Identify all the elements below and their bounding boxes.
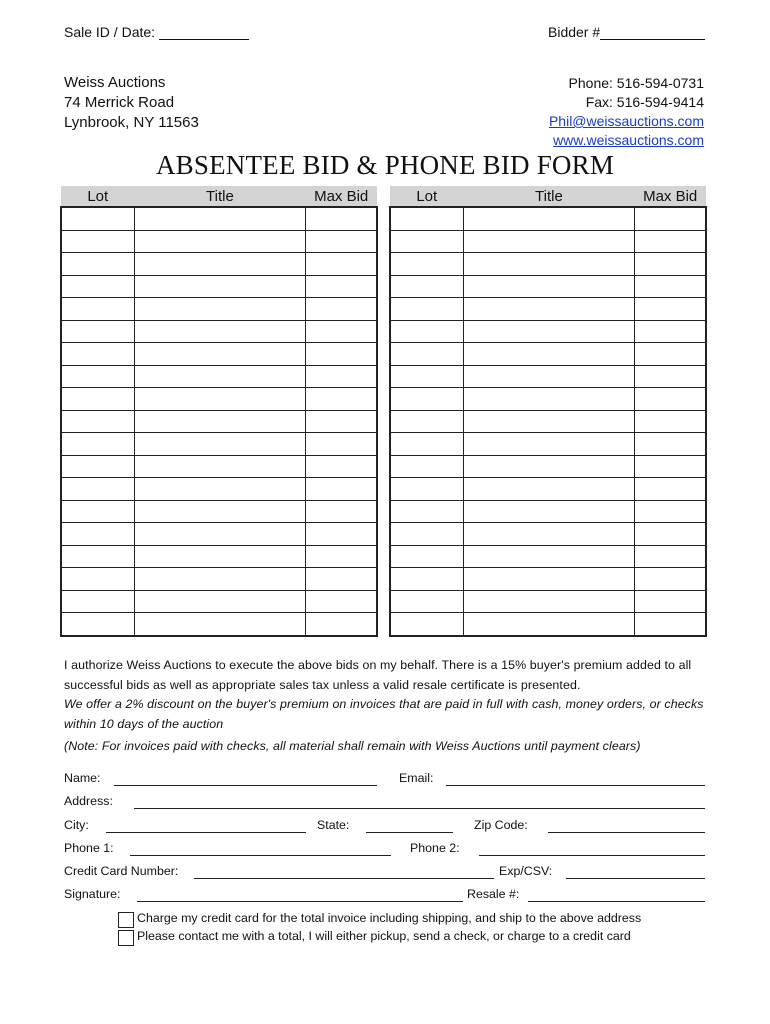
title-cell[interactable] [135, 365, 306, 388]
title-cell[interactable] [135, 568, 306, 591]
max-bid-cell[interactable] [305, 455, 377, 478]
exp-csv-field[interactable] [566, 878, 705, 879]
lot-cell[interactable] [61, 455, 135, 478]
lot-cell[interactable] [61, 365, 135, 388]
bid-row [61, 253, 377, 276]
bid-row [390, 568, 706, 591]
title-header: Title [464, 186, 635, 207]
signature-label: Signature: [64, 887, 121, 901]
title-cell[interactable] [464, 365, 635, 388]
bid-row [61, 455, 377, 478]
bid-row [390, 207, 706, 230]
email-field[interactable] [446, 785, 705, 786]
bid-row [390, 365, 706, 388]
title-cell[interactable] [464, 388, 635, 411]
bid-row [390, 455, 706, 478]
company-phone: Phone: 516-594-0731 [568, 75, 704, 91]
lot-cell[interactable] [61, 590, 135, 613]
max-bid-cell[interactable] [634, 298, 706, 321]
lot-cell[interactable] [390, 207, 464, 230]
title-cell[interactable] [135, 388, 306, 411]
max-bid-cell[interactable] [305, 523, 377, 546]
company-website-link[interactable]: www.weissauctions.com [553, 132, 704, 148]
bid-row [61, 568, 377, 591]
max-bid-cell[interactable] [305, 410, 377, 433]
charge-card-checkbox[interactable] [118, 912, 134, 928]
bid-row [61, 433, 377, 456]
max-bid-cell[interactable] [634, 478, 706, 501]
resale-label: Resale #: [467, 887, 520, 901]
max-bid-cell[interactable] [634, 568, 706, 591]
max-bid-cell[interactable] [634, 320, 706, 343]
max-bid-cell[interactable] [305, 433, 377, 456]
max-bid-cell[interactable] [634, 433, 706, 456]
bidder-number: Bidder # [548, 24, 705, 40]
zip-field[interactable] [548, 832, 705, 833]
bid-row [61, 207, 377, 230]
contact-me-text: Please contact me with a total, I will either pickup, send a check, or charge to a credit card [137, 929, 631, 943]
lot-cell[interactable] [61, 388, 135, 411]
max-bid-cell[interactable] [634, 613, 706, 636]
max-bid-cell[interactable] [634, 500, 706, 523]
max-bid-cell[interactable] [634, 388, 706, 411]
title-cell[interactable] [135, 433, 306, 456]
bid-row [390, 500, 706, 523]
max-bid-cell[interactable] [634, 410, 706, 433]
city-label: City: [64, 818, 89, 832]
lot-cell[interactable] [61, 253, 135, 276]
title-cell[interactable] [135, 207, 306, 230]
lot-cell[interactable] [61, 613, 135, 636]
company-city: Lynbrook, NY 11563 [64, 114, 199, 131]
bid-row [61, 298, 377, 321]
title-cell[interactable] [464, 298, 635, 321]
lot-cell[interactable] [390, 433, 464, 456]
lot-cell[interactable] [390, 613, 464, 636]
bid-row [61, 343, 377, 366]
max-bid-cell[interactable] [634, 275, 706, 298]
max-bid-cell[interactable] [634, 365, 706, 388]
max-bid-cell[interactable] [634, 455, 706, 478]
bid-row [390, 590, 706, 613]
lot-cell[interactable] [61, 523, 135, 546]
title-cell[interactable] [135, 590, 306, 613]
bid-row [390, 298, 706, 321]
max-bid-cell[interactable] [634, 523, 706, 546]
sale-id-date-line[interactable] [159, 39, 249, 40]
max-bid-cell[interactable] [634, 230, 706, 253]
lot-cell[interactable] [390, 523, 464, 546]
max-bid-cell[interactable] [634, 343, 706, 366]
bid-row [61, 320, 377, 343]
title-cell[interactable] [464, 275, 635, 298]
lot-cell[interactable] [390, 230, 464, 253]
bid-row [390, 613, 706, 636]
title-cell[interactable] [464, 590, 635, 613]
phone2-label: Phone 2: [410, 841, 460, 855]
company-street: 74 Merrick Road [64, 94, 175, 111]
state-label: State: [317, 818, 350, 832]
lot-header: Lot [390, 186, 464, 207]
lot-cell[interactable] [390, 455, 464, 478]
bid-row [390, 388, 706, 411]
lot-cell[interactable] [390, 343, 464, 366]
email-label: Email: [399, 771, 434, 785]
bidder-number-line[interactable] [600, 39, 705, 40]
title-cell[interactable] [464, 455, 635, 478]
bid-row [390, 253, 706, 276]
title-header: Title [135, 186, 306, 207]
max-bid-cell[interactable] [305, 275, 377, 298]
company-name: Weiss Auctions [64, 74, 166, 91]
card-number-field[interactable] [194, 878, 494, 879]
title-cell[interactable] [135, 275, 306, 298]
title-cell[interactable] [135, 253, 306, 276]
lot-cell[interactable] [390, 275, 464, 298]
lot-cell[interactable] [390, 365, 464, 388]
max-bid-cell[interactable] [634, 207, 706, 230]
lot-cell[interactable] [61, 320, 135, 343]
bid-row [61, 230, 377, 253]
max-bid-cell[interactable] [305, 388, 377, 411]
bid-row [390, 410, 706, 433]
max-bid-cell[interactable] [305, 320, 377, 343]
lot-cell[interactable] [390, 253, 464, 276]
bid-row [61, 410, 377, 433]
max-bid-cell[interactable] [305, 568, 377, 591]
bid-row [61, 500, 377, 523]
max-bid-cell[interactable] [634, 545, 706, 568]
bid-table-right [389, 186, 707, 637]
lot-cell[interactable] [61, 275, 135, 298]
title-cell[interactable] [464, 500, 635, 523]
max-bid-cell[interactable] [305, 545, 377, 568]
max-bid-header: Max Bid [305, 186, 377, 207]
max-bid-cell[interactable] [634, 590, 706, 613]
form-title: ABSENTEE BID & PHONE BID FORM [155, 150, 615, 180]
bid-row [390, 478, 706, 501]
bid-row [61, 388, 377, 411]
max-bid-cell[interactable] [305, 500, 377, 523]
address-field[interactable] [134, 808, 705, 809]
lot-cell[interactable] [390, 590, 464, 613]
title-cell[interactable] [464, 207, 635, 230]
sale-id-date: Sale ID / Date: [64, 24, 249, 40]
max-bid-header: Max Bid [634, 186, 706, 207]
exp-csv-label: Exp/CSV: [499, 864, 553, 878]
lot-cell[interactable] [390, 410, 464, 433]
address-label: Address: [64, 794, 113, 808]
lot-cell[interactable] [390, 545, 464, 568]
authorize-text: I authorize Weiss Auctions to execute the above bids on my behalf. There is a 15% buyer's premium added to all successful bids as well as appropriate sales tax unless a valid resale certificate is presented. [64, 658, 692, 692]
title-cell[interactable] [464, 320, 635, 343]
zip-label: Zip Code: [474, 818, 528, 832]
title-cell[interactable] [135, 410, 306, 433]
phone2-field[interactable] [479, 855, 705, 856]
bid-row [61, 545, 377, 568]
bid-row [61, 613, 377, 636]
title-cell[interactable] [464, 545, 635, 568]
bid-row [390, 320, 706, 343]
max-bid-cell[interactable] [305, 230, 377, 253]
max-bid-cell[interactable] [634, 253, 706, 276]
card-number-label: Credit Card Number: [64, 864, 179, 878]
title-cell[interactable] [464, 410, 635, 433]
city-field[interactable] [106, 832, 306, 833]
max-bid-cell[interactable] [305, 613, 377, 636]
bid-row [390, 545, 706, 568]
lot-cell[interactable] [61, 500, 135, 523]
charge-card-text: Charge my credit card for the total invoice including shipping, and ship to the above address [137, 911, 642, 925]
title-cell[interactable] [464, 253, 635, 276]
bid-row [390, 433, 706, 456]
bid-row [61, 365, 377, 388]
bid-row [390, 275, 706, 298]
company-address [64, 73, 199, 133]
title-cell[interactable] [464, 230, 635, 253]
title-cell[interactable] [464, 433, 635, 456]
company-email-link[interactable]: Phil@weissauctions.com [548, 113, 704, 129]
lot-cell[interactable] [390, 500, 464, 523]
name-label: Name: [64, 771, 101, 785]
discount-text: We offer a 2% discount on the buyer's premium on invoices that are paid in full with cash, money orders, or checks within 10 days of the auction [64, 697, 704, 731]
title-cell[interactable] [135, 320, 306, 343]
max-bid-cell[interactable] [305, 478, 377, 501]
title-cell[interactable] [135, 613, 306, 636]
bid-row [61, 523, 377, 546]
max-bid-cell[interactable] [305, 253, 377, 276]
title-cell[interactable] [464, 478, 635, 501]
lot-cell[interactable] [390, 568, 464, 591]
company-fax: Fax: 516-594-9414 [585, 94, 704, 110]
bid-table-left [60, 186, 378, 637]
note-text: (Note: For invoices paid with checks, all material shall remain with Weiss Auctions until payment clears) [64, 739, 641, 753]
bid-row [61, 275, 377, 298]
max-bid-cell[interactable] [305, 207, 377, 230]
max-bid-cell[interactable] [305, 365, 377, 388]
state-field[interactable] [366, 832, 453, 833]
title-cell[interactable] [135, 478, 306, 501]
bid-row [390, 523, 706, 546]
max-bid-cell[interactable] [305, 343, 377, 366]
title-cell[interactable] [135, 545, 306, 568]
name-field[interactable] [114, 785, 377, 786]
max-bid-cell[interactable] [305, 298, 377, 321]
lot-cell[interactable] [61, 230, 135, 253]
title-cell[interactable] [464, 523, 635, 546]
lot-cell[interactable] [390, 298, 464, 321]
max-bid-cell[interactable] [305, 590, 377, 613]
title-cell[interactable] [135, 455, 306, 478]
bid-row [390, 230, 706, 253]
title-cell[interactable] [135, 230, 306, 253]
lot-cell[interactable] [61, 478, 135, 501]
phone1-label: Phone 1: [64, 841, 114, 855]
company-contact [549, 74, 704, 150]
lot-cell[interactable] [390, 478, 464, 501]
title-cell[interactable] [135, 500, 306, 523]
lot-cell[interactable] [61, 545, 135, 568]
resale-field[interactable] [528, 901, 705, 902]
bid-row [61, 478, 377, 501]
lot-cell[interactable] [61, 433, 135, 456]
title-cell[interactable] [135, 523, 306, 546]
title-cell[interactable] [135, 298, 306, 321]
lot-cell[interactable] [390, 320, 464, 343]
lot-cell[interactable] [61, 568, 135, 591]
bid-row [390, 343, 706, 366]
bid-row [61, 590, 377, 613]
lot-cell[interactable] [390, 388, 464, 411]
lot-cell[interactable] [61, 298, 135, 321]
title-cell[interactable] [464, 343, 635, 366]
title-cell[interactable] [464, 568, 635, 591]
lot-cell[interactable] [61, 410, 135, 433]
phone1-field[interactable] [130, 855, 391, 856]
lot-header: Lot [61, 186, 135, 207]
title-cell[interactable] [135, 343, 306, 366]
title-cell[interactable] [464, 613, 635, 636]
contact-me-checkbox[interactable] [118, 930, 134, 946]
lot-cell[interactable] [61, 343, 135, 366]
lot-cell[interactable] [61, 207, 135, 230]
signature-field[interactable] [137, 901, 463, 902]
